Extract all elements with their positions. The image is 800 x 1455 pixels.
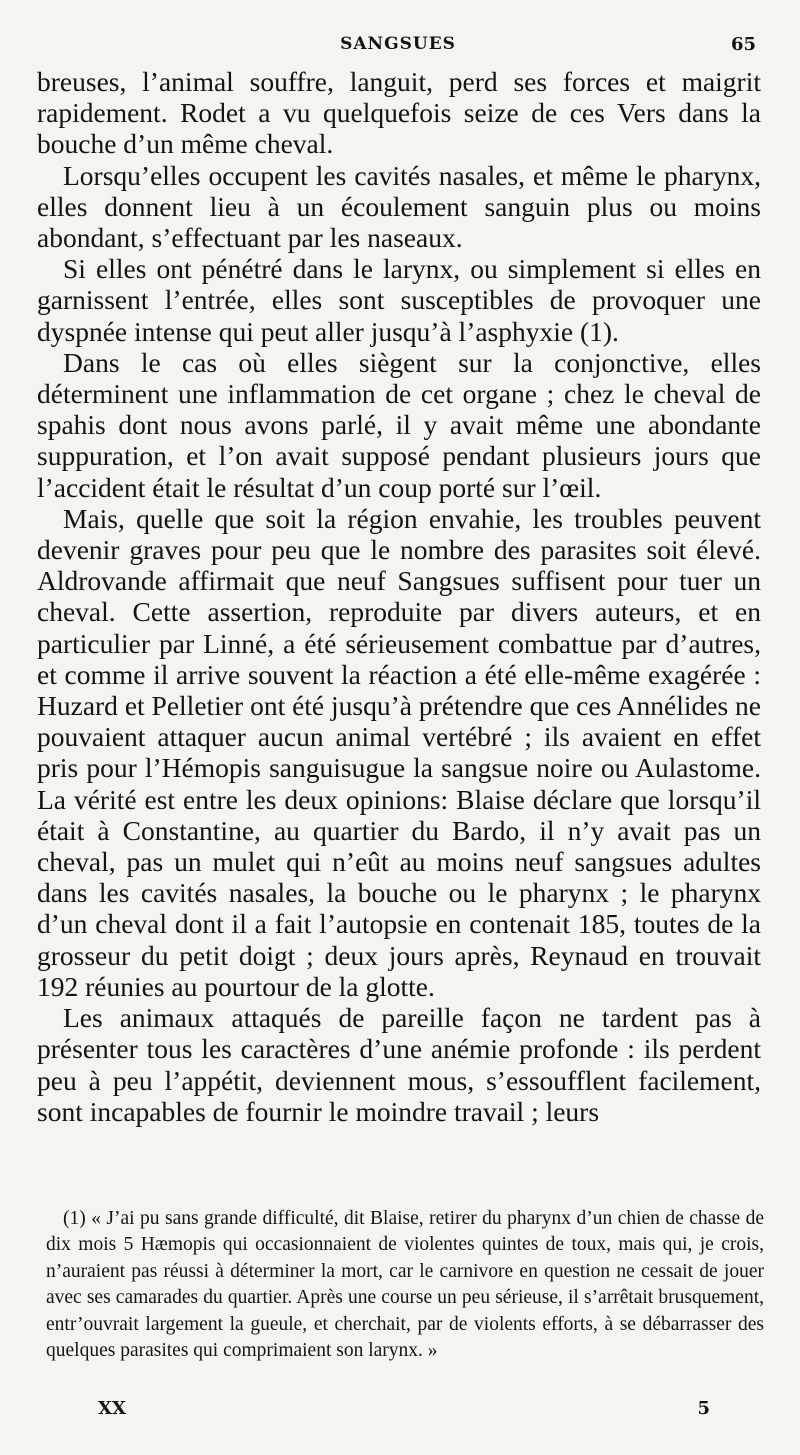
paragraph-continued: breuses, l’animal souffre, languit, perd ses forces et maigrit rapidement. Rodet a vu quelquefois seize de ces Vers dans la bouche d’un même cheval. bbox=[37, 66, 761, 160]
page-header bbox=[40, 34, 756, 58]
page-number: 65 bbox=[730, 34, 756, 55]
paragraph-larynx: Si elles ont pénétré dans le larynx, ou simplement si elles en garnissent l’entrée, elles sont susceptibles de provoquer une dyspnée intense qui peut aller jusqu’à l’asphyxie (1). bbox=[37, 253, 761, 347]
footnote-text: (1) « J’ai pu sans grande difficulté, dit Blaise, retirer du pharynx d’un chien de chasse de dix mois 5 Hæmopis qui occasionnaient de violentes quintes de toux, mais qui, je crois, n’auraient pas réussi à déterminer la mort, car le carnivore en question ne cessait de jouer avec ses camarades du quartier. Après une course un peu sérieuse, il s’arrêtait brusquement, entr’ouvrait largement la gueule, et cherchait, par de violents efforts, à se débarrasser des quelques parasites qui comprimaient son larynx. » bbox=[46, 1208, 764, 1362]
signature-mark: XX bbox=[98, 1398, 126, 1419]
paragraph-anemia: Les animaux attaqués de pareille façon ne tardent pas à présenter tous les caractères d’une anémie profonde : ils perdent peu à peu l’appétit, deviennent mous, s’essoufflent facilement, sont incapables de fournir le moindre travail ; leurs bbox=[37, 1002, 761, 1127]
paragraph-severity: Mais, quelle que soit la région envahie, les troubles peuvent devenir graves pour peu que le nombre des parasites soit élevé. Aldrovande affirmait que neuf Sangsues suffisent pour tuer un cheval. Cette assertion, reproduite par divers auteurs, et en particulier par Linné, a été sérieusement combattue par d’autres, et comme il arrive souvent la réaction a été elle-même exagérée : Huzard et Pelletier ont été jusqu’à prétendre que ces Annélides ne pouvaient attaquer aucun animal vertébré ; ils avaient en effet pris pour l’Hémopis sanguisugue la sangsue noire ou Aulastome. La vérité est entre les deux opinions: Blaise déclare que lorsqu’il était à Constantine, au quartier du Bardo, il n’y avait pas un cheval, pas un mulet qui n’eût au moins neuf sangsues adultes dans les cavités nasales, la bouche ou le pharynx ; le pharynx d’un cheval dont il a fait l’autopsie en contenait 185, toutes de la grosseur du petit doigt ; deux jours après, Reynaud en trouvait 192 réunies au pourtour de la glotte. bbox=[37, 502, 761, 1002]
body-text bbox=[37, 66, 761, 1127]
paragraph-nasal-cavities: Lorsqu’elles occupent les cavités nasales, et même le pharynx, elles donnent lieu à un écoulement sanguin plus ou moins abondant, s’effectuant par les naseaux. bbox=[37, 159, 761, 254]
running-title: SANGSUES bbox=[340, 34, 456, 54]
sheet-number: 5 bbox=[697, 1398, 710, 1419]
footnote bbox=[46, 1206, 764, 1364]
page-footer bbox=[98, 1398, 710, 1422]
paragraph-conjunctiva: Dans le cas où elles siègent sur la conjonctive, elles déterminent une inflammation de cet organe ; chez le cheval de spahis dont nous avons parlé, il y avait même une abondante suppuration, et l’on avait supposé pendant plusieurs jours que l’accident était le résultat d’un coup porté sur l’œil. bbox=[37, 346, 761, 503]
